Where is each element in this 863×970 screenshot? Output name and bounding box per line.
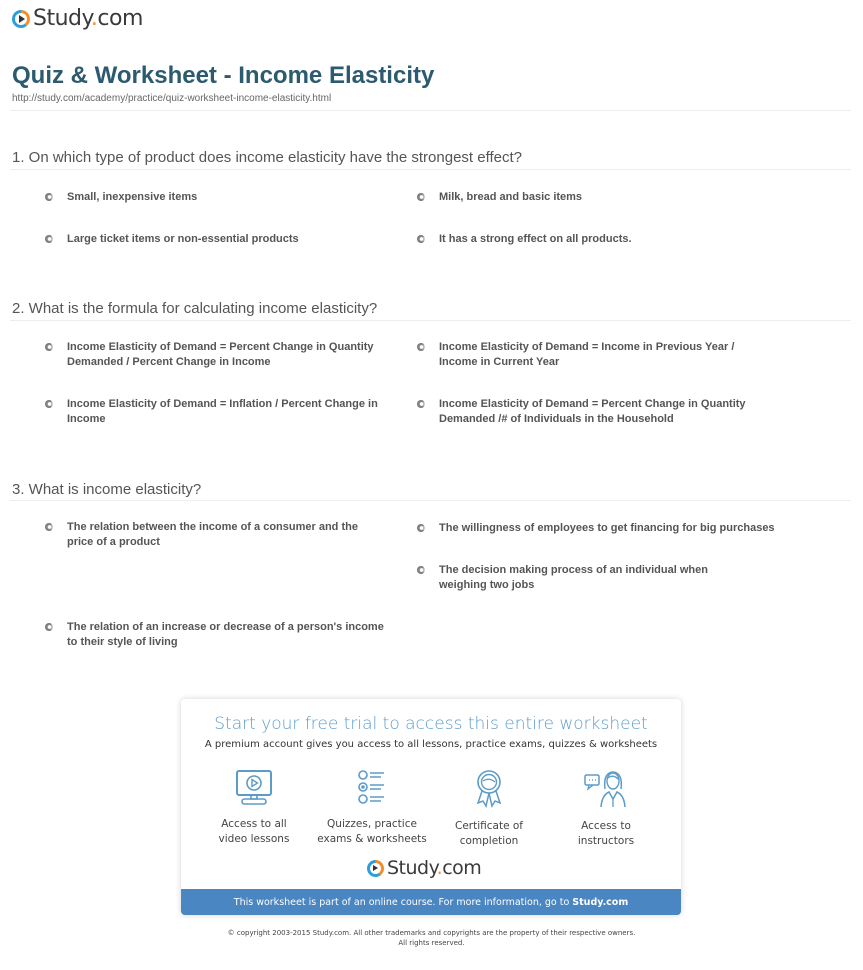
radio-button-icon[interactable] [45,523,53,531]
certificate-icon [469,769,509,809]
logo-wordmark: Study.com [387,857,482,879]
promo-subtitle: A premium account gives you access to all lessons, practice exams, quizzes & worksheets [204,739,658,750]
radio-button-icon[interactable] [417,524,425,532]
radio-button-icon[interactable] [45,235,53,243]
question-1: 1. On which type of product does income elasticity have the strongest effect? [12,149,523,166]
answer-option[interactable]: Income Elasticity of Demand = Income in Previous Year / Income in Current Year [417,340,757,370]
feature-instructors: Access to instructors [546,769,666,849]
answer-option[interactable]: Milk, bread and basic items [417,190,757,205]
play-logo-icon [367,860,384,877]
free-trial-promo[interactable] [181,699,681,915]
logo-wordmark: Study.com [33,6,143,31]
study-logo[interactable] [367,857,481,879]
answer-option[interactable]: The relation between the income of a consumer and the price of a product [45,520,385,550]
answer-option[interactable]: The relation of an increase or decrease of a person's income to their style of living [45,620,385,650]
divider [10,320,851,321]
answer-option[interactable]: It has a strong effect on all products. [417,232,757,247]
feature-video-lessons: Access to all video lessons [194,769,314,847]
answer-option[interactable]: The willingness of employees to get financing for big purchases [417,521,797,536]
question-3: 3. What is income elasticity? [12,481,202,498]
instructor-icon [583,769,629,809]
question-2: 2. What is the formula for calculating income elasticity? [12,300,378,317]
radio-button-icon[interactable] [45,623,53,631]
radio-button-icon[interactable] [417,235,425,243]
answer-option[interactable]: Income Elasticity of Demand = Percent Change in Quantity Demanded / Percent Change in Income [45,340,385,370]
answer-option[interactable]: Large ticket items or non-essential products [45,232,385,247]
course-info-bar: This worksheet is part of an online course. For more information, go to Study.com [181,889,681,915]
answer-option[interactable]: Income Elasticity of Demand = Percent Change in Quantity Demanded /# of Individuals in the Household [417,397,757,427]
radio-button-icon[interactable] [417,566,425,574]
divider [10,500,851,501]
radio-button-icon[interactable] [45,343,53,351]
radio-button-icon[interactable] [417,343,425,351]
study-link[interactable]: Study.com [572,896,629,908]
radio-button-icon[interactable] [417,400,425,408]
divider [10,110,851,111]
radio-button-icon[interactable] [45,193,53,201]
video-lesson-icon [234,769,274,807]
copyright-notice: © copyright 2003-2015 Study.com. All other trademarks and copyrights are the property of their respective owners. All rights reserved. [227,929,636,947]
divider [10,169,851,170]
page-title: Quiz & Worksheet - Income Elasticity [12,62,435,89]
page-url: http://study.com/academy/practice/quiz-worksheet-income-elasticity.html [12,93,332,104]
radio-button-icon[interactable] [45,400,53,408]
feature-certificate: Certificate of completion [429,769,549,849]
answer-option[interactable]: Small, inexpensive items [45,190,385,205]
quiz-list-icon [352,769,392,807]
radio-button-icon[interactable] [417,193,425,201]
answer-option[interactable]: The decision making process of an individual when weighing two jobs [417,563,757,593]
play-logo-icon [12,10,30,28]
study-logo[interactable] [12,6,143,31]
promo-headline[interactable]: Start your free trial to access this entire worksheet [214,714,648,734]
answer-option[interactable]: Income Elasticity of Demand = Inflation / Percent Change in Income [45,397,385,427]
feature-quizzes: Quizzes, practice exams & worksheets [312,769,432,847]
